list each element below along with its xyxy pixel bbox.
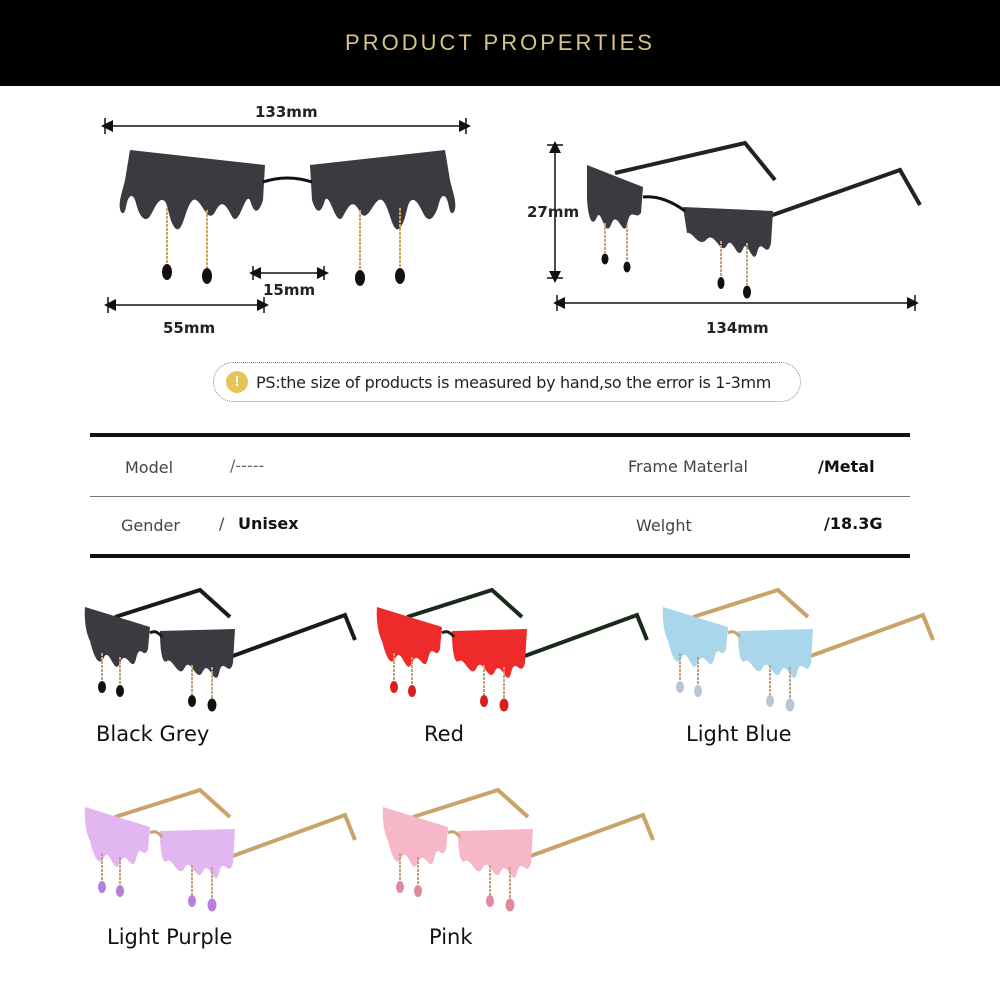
right-lens (310, 150, 455, 229)
side-right-lens (683, 207, 773, 257)
variant-drop (208, 699, 217, 712)
gender-value: Unisex (238, 514, 299, 533)
variant-drop (486, 895, 494, 907)
gender-label: Gender (121, 516, 180, 535)
variant-drop (676, 681, 684, 693)
variant-drop (694, 685, 702, 697)
variant-label-light-purple: Light Purple (107, 925, 233, 949)
weight-value: /18.3G (824, 514, 883, 533)
variant-label-black-grey: Black Grey (96, 722, 210, 746)
variant-label-red: Red (424, 722, 464, 746)
variant-glasses-light-purple (80, 785, 370, 920)
variant-label-light-blue: Light Blue (686, 722, 792, 746)
frame-material-value: /Metal (818, 457, 875, 476)
weight-label: Welght (636, 516, 692, 535)
variant-right-lens (452, 629, 527, 678)
variant-glasses-pink (378, 785, 668, 920)
variant-drop (208, 899, 217, 912)
total-width-label: 133mm (255, 103, 318, 121)
variant-drop (786, 699, 795, 712)
variant-label-pink: Pink (429, 925, 473, 949)
table-bottom-rule (90, 554, 910, 558)
side-left-lens (587, 165, 643, 229)
variant-drop (396, 881, 404, 893)
variant-glasses-red (372, 585, 662, 720)
variant-drop (408, 685, 416, 697)
variant-drop (480, 695, 488, 707)
variant-drop (116, 885, 124, 897)
warning-icon: ! (226, 371, 248, 393)
frame-material-label: Frame Materlal (628, 457, 748, 476)
variant-right-lens (738, 629, 813, 678)
variant-drop (98, 881, 106, 893)
lens-height-label: 27mm (527, 203, 580, 221)
bridge-label: 15mm (263, 281, 316, 299)
header-banner (0, 0, 1000, 86)
variant-drop (188, 695, 196, 707)
variant-drop (766, 695, 774, 707)
variant-drop (500, 699, 509, 712)
table-mid-rule (90, 496, 910, 497)
left-lens (120, 150, 265, 229)
measurement-note (213, 362, 801, 402)
variant-right-lens (160, 829, 235, 878)
variant-drop (188, 895, 196, 907)
side-view-diagram (535, 135, 930, 315)
model-value: /----- (230, 456, 265, 475)
variant-glasses-black-grey (80, 585, 370, 720)
variant-drop (116, 685, 124, 697)
table-top-rule (90, 433, 910, 437)
temple-length-label: 134mm (706, 319, 769, 337)
variant-glasses-light-blue (658, 585, 948, 720)
variant-drop (390, 681, 398, 693)
gender-separator: / (219, 514, 225, 533)
variant-drop (414, 885, 422, 897)
page-title: PRODUCT PROPERTIES (345, 30, 655, 55)
lens-width-label: 55mm (163, 319, 216, 337)
model-label: Model (125, 458, 174, 477)
variant-drop (506, 899, 515, 912)
variant-right-lens (160, 629, 235, 678)
variant-right-lens (458, 829, 533, 878)
variant-drop (98, 681, 106, 693)
note-text: PS:the size of products is measured by hand,so the error is 1-3mm (256, 373, 772, 392)
